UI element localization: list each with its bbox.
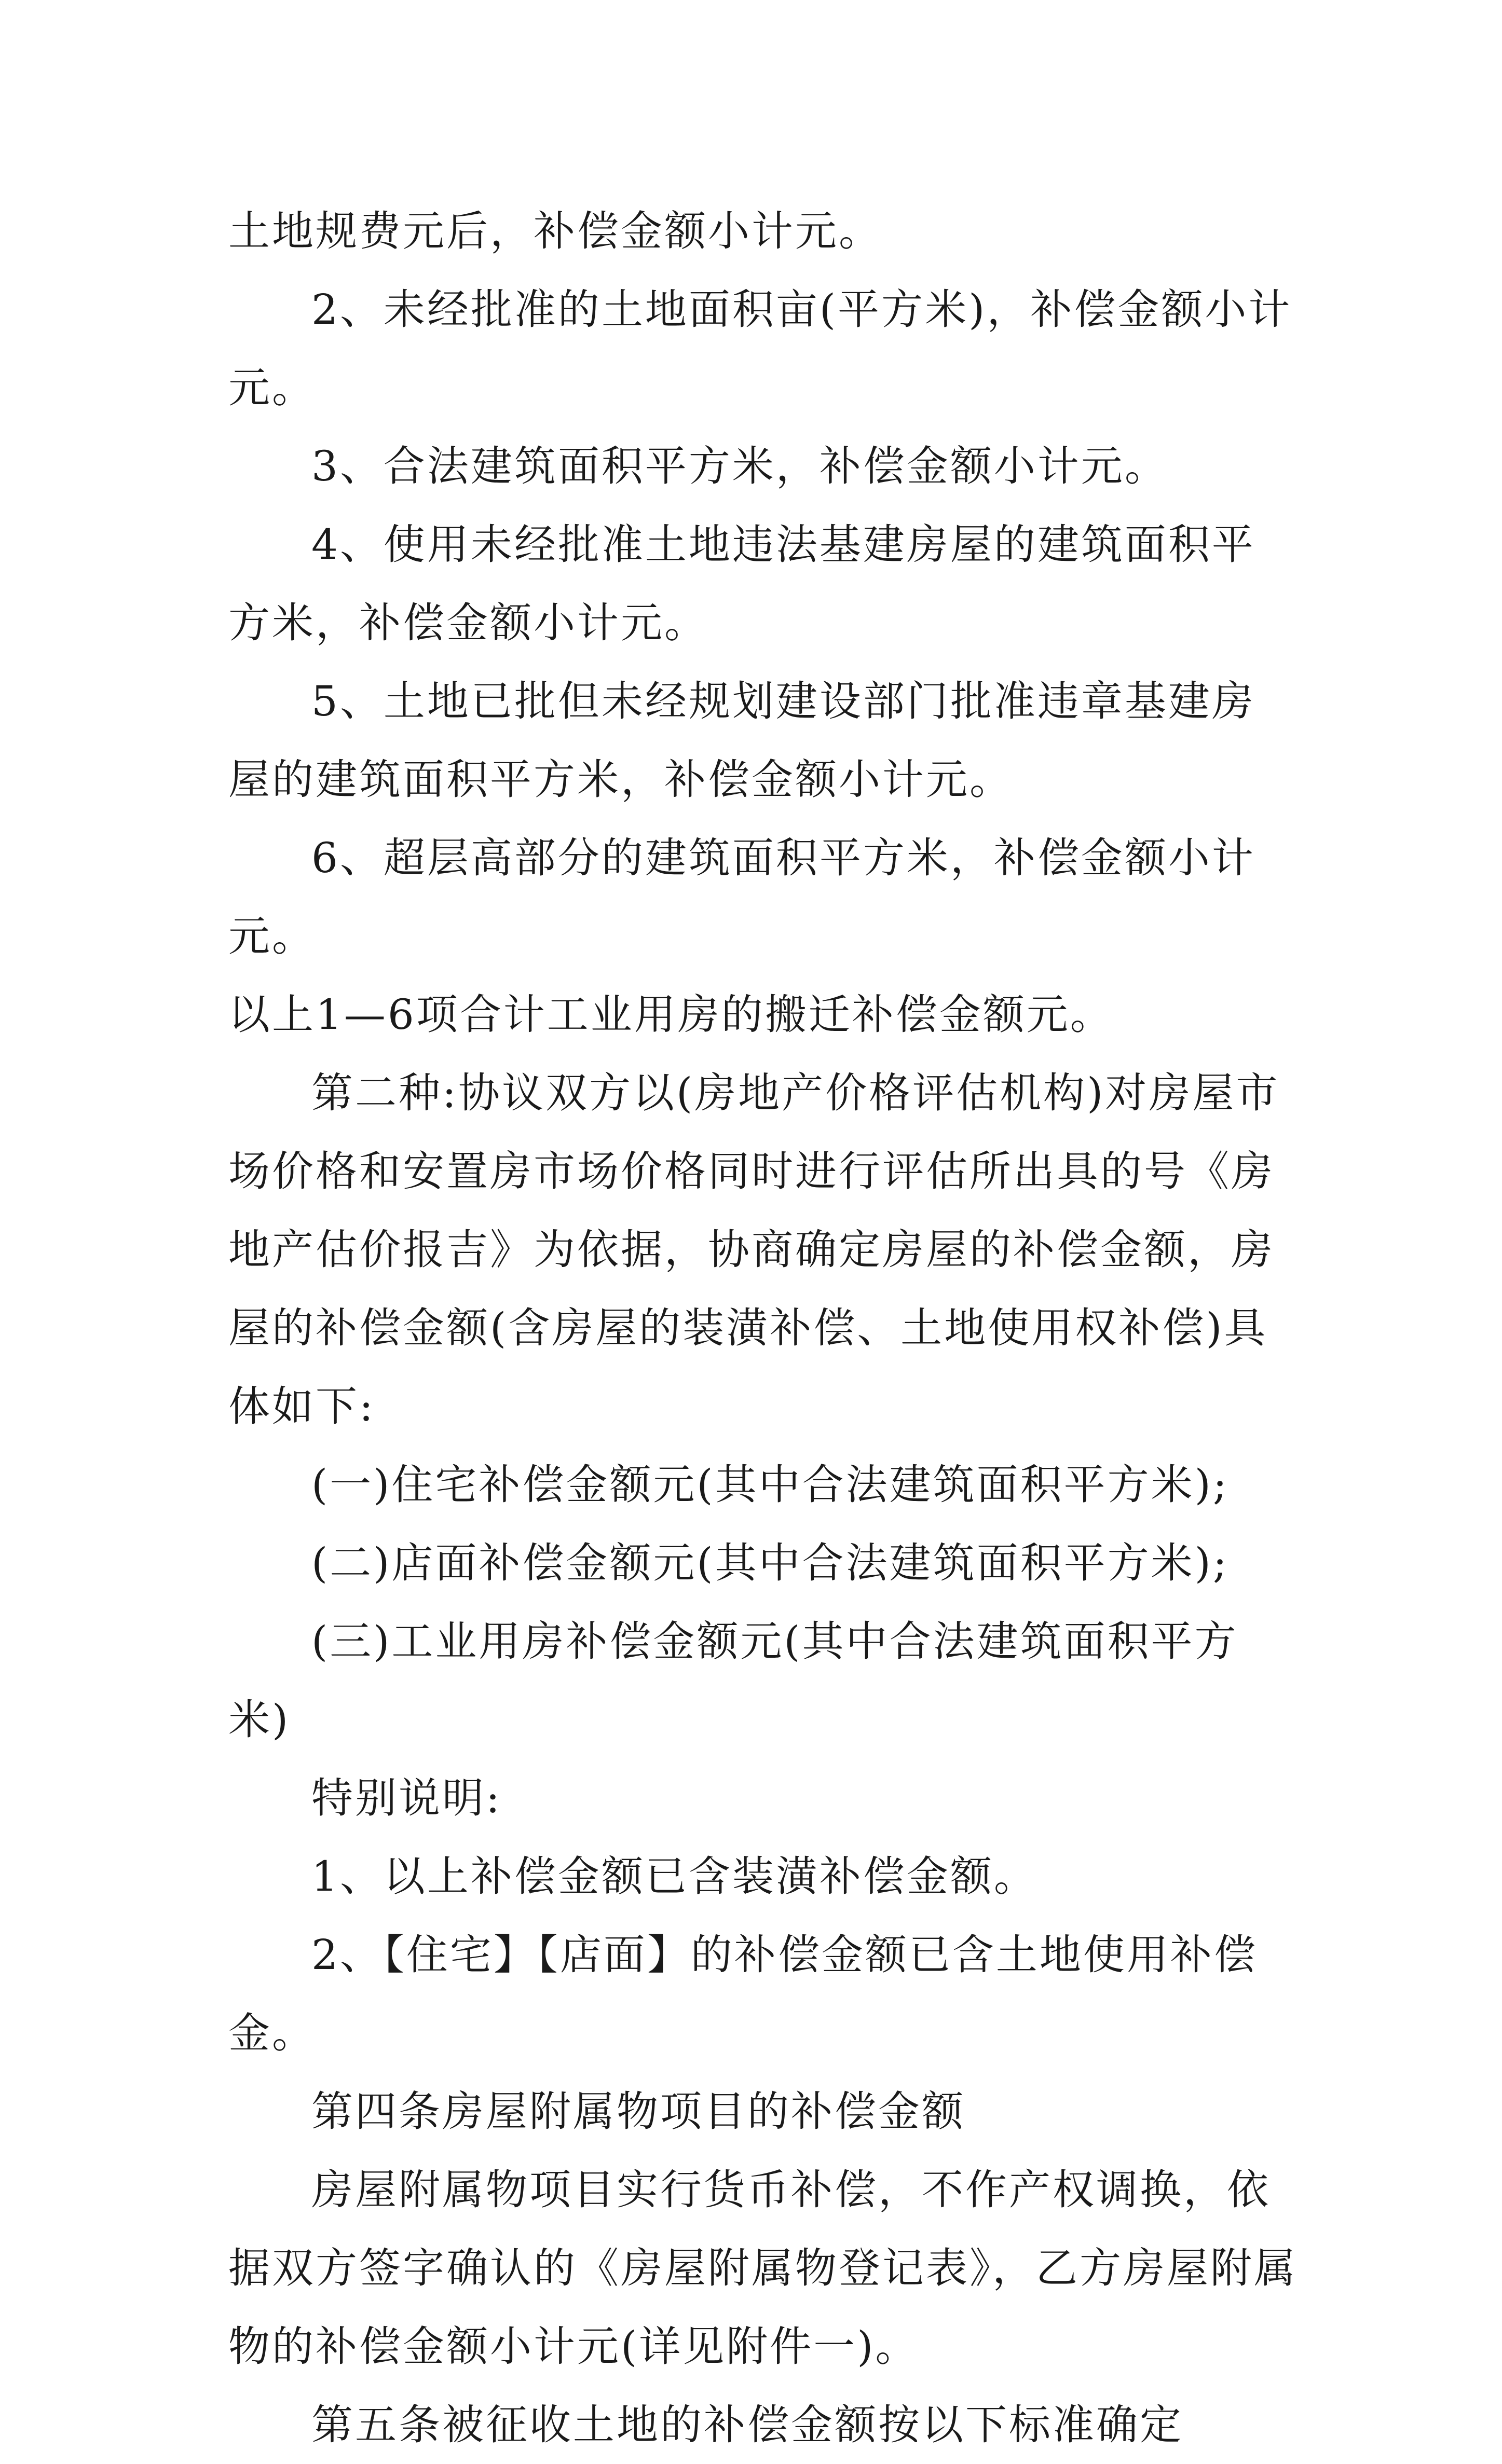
paragraph-residential-compensation: (一)住宅补偿金额元(其中合法建筑面积平方米); (311, 1461, 1229, 1509)
paragraph-article-4-body: 房屋附属物项目实行货币补偿，不作产权调换，依据双方签字确认的《房屋附属物登记表》，乙方房屋附属物的补偿金额小计元(详见附件一)。 (228, 2166, 1298, 2371)
paragraph-article-5-heading: 第五条被征收土地的补偿金额按以下标准确定 (311, 2401, 1183, 2449)
paragraph-industrial-compensation: (三)工业用房补偿金额元(其中合法建筑面积平方米) (228, 1617, 1238, 1744)
paragraph-item-3-legal-building: 3、合法建筑面积平方米，补偿金额小计元。 (311, 442, 1168, 490)
paragraph-total-industrial: 以上1—6项合计工业用房的搬迁补偿金额元。 (228, 990, 1114, 1039)
paragraph-item-4-illegal-building: 4、使用未经批准土地违法基建房屋的建筑面积平方米，补偿金额小计元。 (228, 520, 1255, 647)
document-body (228, 192, 1298, 2464)
paragraph-note-2: 2、【住宅】【店面】的补偿金额已含土地使用补偿金。 (228, 1931, 1258, 2057)
paragraph-article-4-heading: 第四条房屋附属物项目的补偿金额 (311, 2087, 965, 2136)
paragraph-second-method: 第二种:协议双方以(房地产价格评估机构)对房屋市场价格和安置房市场价格同时进行评估所出具的号《房地产估价报吉》为依据，协商确定房屋的补偿金额，房屋的补偿金额(含房屋的装潢补偿、土地使用权补偿)具体如下: (228, 1069, 1280, 1430)
paragraph-land-fees: 土地规费元后，补偿金额小计元。 (228, 207, 882, 255)
paragraph-special-note-heading: 特别说明: (311, 1774, 502, 1822)
paragraph-shop-compensation: (二)店面补偿金额元(其中合法建筑面积平方米); (311, 1539, 1229, 1587)
paragraph-item-5-unplanned-building: 5、土地已批但未经规划建设部门批准违章基建房屋的建筑面积平方米，补偿金额小计元。 (228, 677, 1255, 804)
paragraph-item-2-unapproved-land: 2、未经批准的土地面积亩(平方米)，补偿金额小计元。 (228, 285, 1292, 412)
paragraph-item-6-over-height: 6、超层高部分的建筑面积平方米，补偿金额小计元。 (228, 834, 1255, 960)
paragraph-note-1: 1、以上补偿金额已含装潢补偿金额。 (311, 1852, 1037, 1901)
